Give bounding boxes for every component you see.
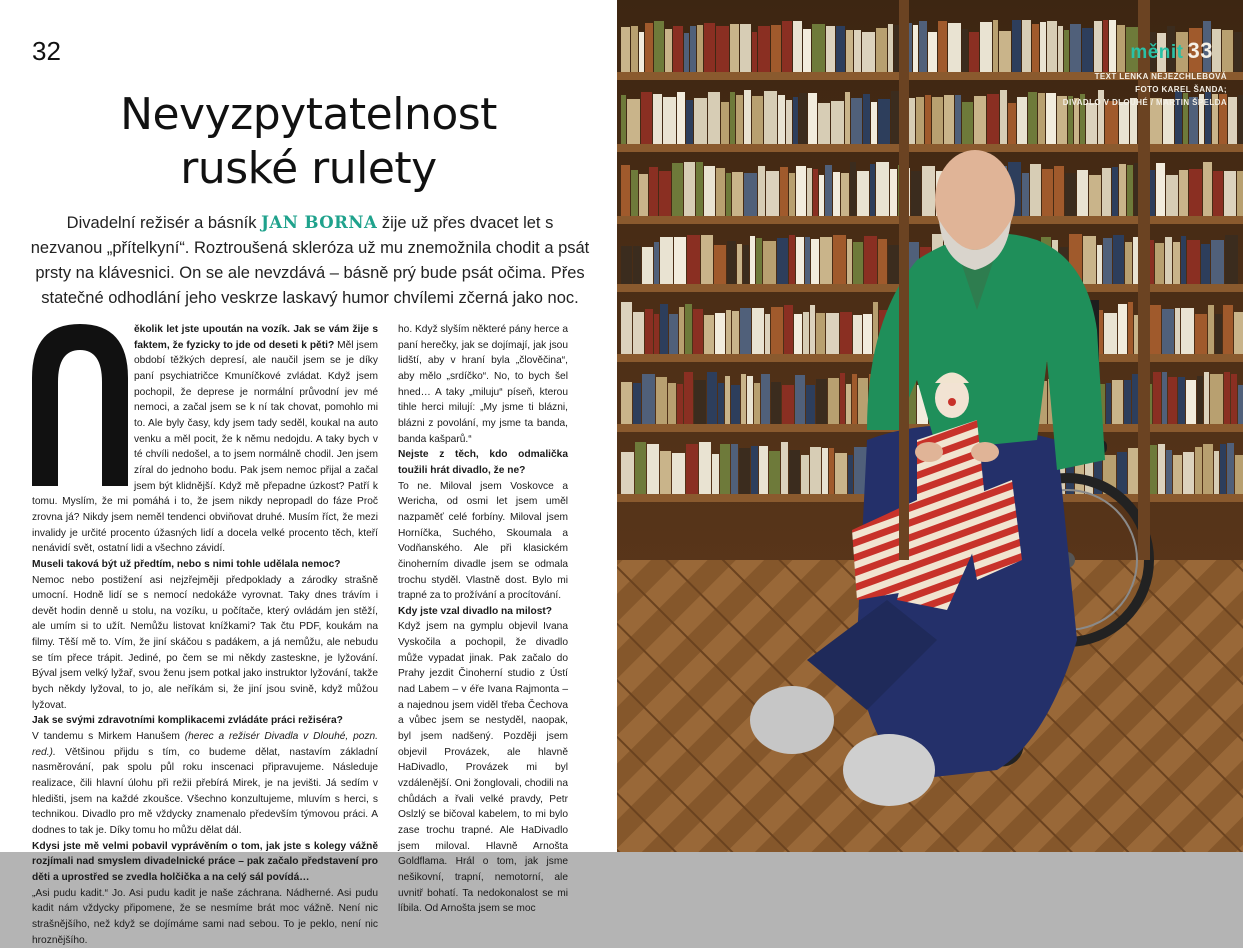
intro-question: ěkolik let jste upoután na vozík. Jak se vám žije s faktem, že fyzicky to jde od deseti k pěti? [134, 324, 378, 351]
question-6: Kdy jste vzal divadlo na milost? [398, 605, 552, 617]
answer-3a: V tandemu s Mirkem Hanušem [32, 731, 185, 743]
article-column-2 [398, 322, 568, 917]
question-5: Nejste z těch, kdo odmalička toužili hrát divadlo, že ne? [398, 449, 568, 476]
answer-2: Nemoc nebo postižení asi nejzřejměji předpoklady a zárodky strašně umocní. Hodně lidí se s nemocí nedokáže vyrovnat. Taky dnes trávím i devět hodin denně u stolu, na vozíku, u počítače, který ovládám jen stěží, ale umím si to užít. Nemůžu listovat knížkami? Tak čtu PDF, koukám na filmy. Těší mě to. Vím, že jiní skáčou s padákem, a já nemůžu, ale nebudu se tím přece trápit. Jediné, po čem se mi někdy zasteskne, je lyžování. Býval jsem velký lyžař, svou ženu jsem potkal jako instruktor lyžování, takže bych někdy lyžoval, to jo, ale neříkám si, že jiní jsou svině, když můžou lyžovat. [32, 574, 378, 711]
perex-name: JAN BORNA [261, 213, 378, 232]
right-page-number: 33 [1187, 38, 1213, 63]
perex-after: žije už přes dvacet let s nezvanou „přítelkyní“. Roztroušená skleróza už mu znemožnila chodit a psát prsty na klávesnici. On se ale nevzdává – básně prý bude psát očima. Přes statečné odhodlání jeho veskrze laskavý humor chvílemi zčerná jako noc. [30, 214, 590, 307]
left-page [0, 0, 617, 946]
answer-4: „Asi pudu kadit.“ Jo. Asi pudu kadit je naše záchrana. Nádherné. Asi pudu kadit nám vždycky připomene, že se nesmíme brát moc vážně. Není nic strašnějšího, než když se dojímáme sami nad sebou. To je peklo, není nic hroznějšího. [32, 887, 378, 946]
page-number: 32 [32, 36, 61, 66]
felt-boot-right [843, 734, 935, 806]
photo-credits [1063, 70, 1227, 109]
right-page-photo [617, 0, 1243, 852]
article-column-1 [32, 322, 378, 948]
section-brand [1130, 38, 1213, 64]
answer-1: Měl jsem období těžkých depresí, ale naučil jsem se je díky paní psychiatričce Kmuníčkové zvládat. Když jsem pochopil, že deprese je normální průvodní jev mé nemoci, a začal jsem se k ní tak chovat, pomohlo mi to. Ale byly časy, kdy jsem tady seděl, koukal na auto venku a měl pocit, že k němu nedojdu. A taky bych v té chvíli nedošel, a to jsem normálně chodil. Jen jsem zíral do jednoho bodu. Pak jsem nemoc přijal a začal jsem být klidnější. Když mě přepadne úzkost? Patří k tomu. Myslím, že mi pomáhá i to, že jsem nikdy nepropadl do fáze Proč zrovna já? Nikdy jsem neměl tendenci obviňovat druhé. Musím říct, že mezi invalidy je určité procento úžasných lidí a docela velké procento těch, kteří nenávidí svět, ostatní lidi a všechno závidí. [32, 339, 378, 555]
headline-line-1: Nevyzpytatelnost [120, 89, 497, 140]
dropcap-n-icon [32, 324, 128, 486]
question-2: Museli taková být už předtím, nebo s nimi tohle udělala nemoc? [32, 558, 341, 570]
answer-3b: Většinou přijdu s tím, co budeme dělat, nastavím základní nasměrování, pak spolu půl roku inscenaci připravujeme. Následuje realizace, čili hlavní úlohu při režii přebírá Mirek, je na jevišti. Já sedím v hledišti, jsem na každé zkoušce. Všechno konzultujeme, mluvím s herci, s technikou. Divadlo pro mě vždycky znamenalo především týmovou práci. A dodnes to tak je. Díky tomu ho můžu dělat dál. [32, 746, 378, 836]
answer-3-note: (herec a režisér Divadla v Dlouhé, pozn. red.). [32, 731, 378, 758]
headline-line-2: ruské rulety [180, 143, 437, 194]
felt-boot-left [750, 686, 834, 754]
credit-photo: FOTO KAREL ŠANDA; [1135, 85, 1227, 94]
credit-photo-2: DIVADLO V DLOUHÉ / MARTIN ŠPELDA [1062, 98, 1227, 107]
section-label: měnit [1130, 42, 1184, 63]
answer-6: Když jsem na gymplu objevil Ivana Vyskočila a pochopil, že divadlo může vypadat jinak. Pak začalo do Prahy jezdit Činoherní studio z Ústí nad Labem – v éře Ivana Rajmonta – a najednou jsem viděl třeba Čechova a vůbec jsem se nestyděl, naopak, byl jsem nadšený. Později jsem objevil Provázek, ale hlavně HaDivadlo, Provázek mi byl vzdálenější. Oni žonglovali, chodili na chůdách a řvali velké pravdy, Petr Oslzlý se bičoval kabelem, to mi bylo zase trochu trapné. Ale HaDivadlo jsem miloval. Hlavně Arnošta Goldflama. Hrál o tom, jak jsme nešikovní, trapní, nemotorní, ale uvnitř bohatí. Ta nedokonalost se mi líbila. Od Arnošta jsem se moc [398, 621, 568, 915]
question-4: Kdysi jste mě velmi pobavil vyprávěním o tom, jak jste s kolegy vážně rozjímali nad smyslem divadelnické práce – pak začalo představení pro děti a uprostřed se zvedla holčička a na celý sál povídá… [32, 840, 378, 883]
question-3: Jak se svými zdravotními komplikacemi zvládáte práci režiséra? [32, 715, 343, 727]
headline [0, 88, 617, 196]
portrait-photo [617, 0, 1243, 852]
answer-5: To ne. Miloval jsem Voskovce a Wericha, od osmi let jsem uměl nazpaměť celé forbíny. Miloval jsem Horníčka, Suchého, Skoumala a Vodňanského. Ale při klasickém činoherním divadle jsem se odmala trochu styděl. Vlastně dost. Bylo mi trapné za to prožívání a procítování. [398, 480, 568, 602]
perex-before: Divadelní režisér a básník [66, 214, 262, 232]
credit-text: TEXT LENKA NEJEZCHLEBOVÁ [1094, 72, 1227, 81]
answer-4-continued: ho. Když slyším některé pány herce a paní herečky, jak se dojímají, jak jsou lidští, aby v hraní byla „člověčina“, aby mělo „srdíčko“. No, to bych šel hned… A taky „miluju“ píseň, kterou tihle herci milují: „My jsme ti blázni, blázni z povolání, my jsme ta banda, banda kašparů.“ [398, 324, 568, 445]
perex [30, 210, 590, 311]
